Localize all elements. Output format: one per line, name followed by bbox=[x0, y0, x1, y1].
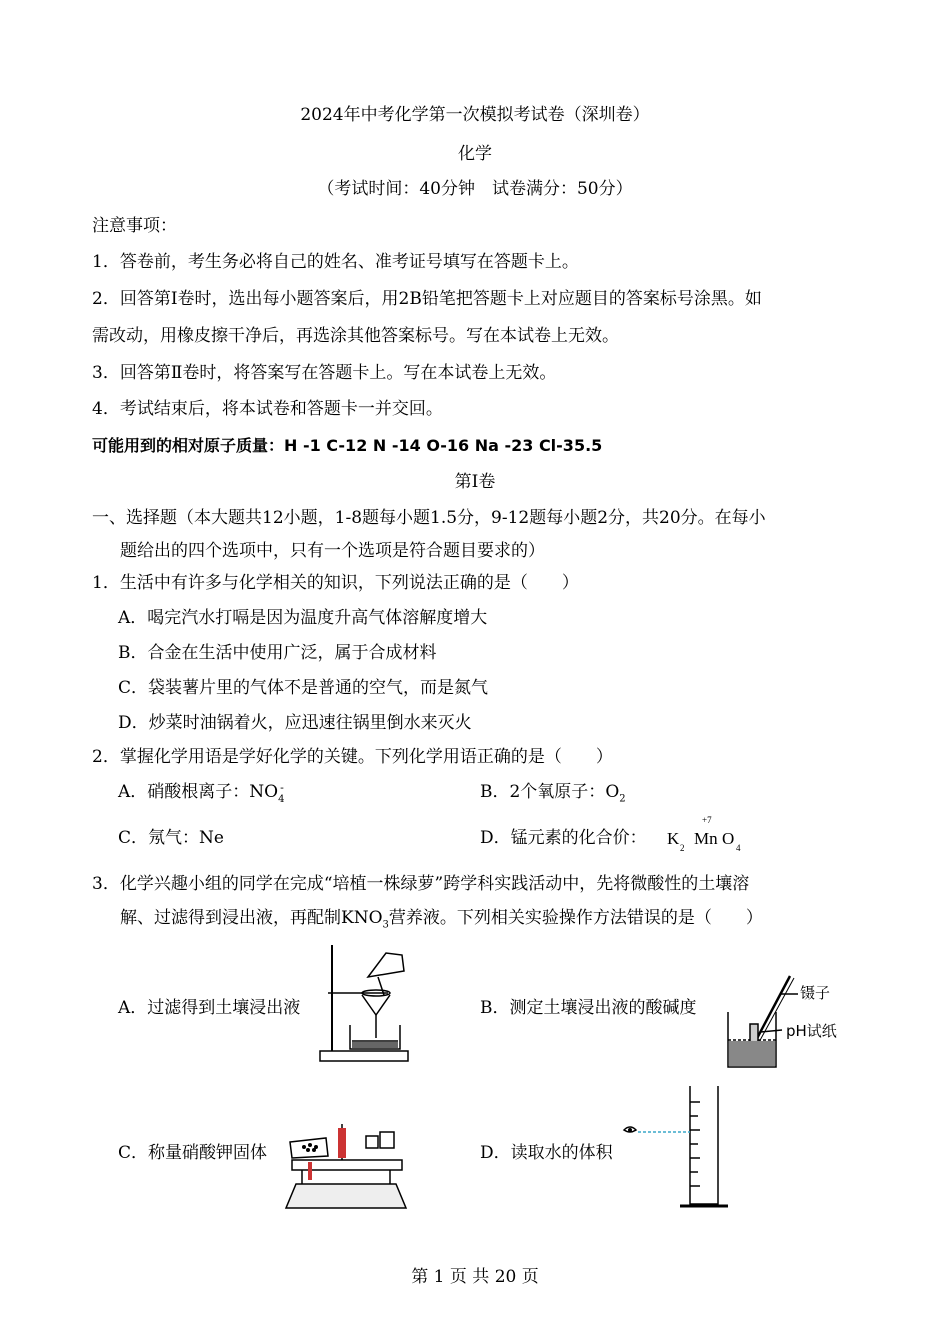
q3-stem-b-pre: 解、过滤得到浸出液，再配制KNO bbox=[120, 908, 383, 928]
notice-item-2a: 2．回答第Ⅰ卷时，选出每小题答案后，用2B铅笔把答题卡上对应题目的答案标号涂黑。如 bbox=[92, 289, 762, 309]
q3-stem-b-post: 营养液。下列相关实验操作方法错误的是（ ） bbox=[388, 908, 763, 928]
q3-stem-b-sub: 3 bbox=[382, 919, 389, 931]
section-instructions-b: 题给出的四个选项中，只有一个选项是符合题目要求的） bbox=[120, 541, 545, 561]
q3-stem-a: 3．化学兴趣小组的同学在完成“培植一株绿萝”跨学科实践活动中，先将微酸性的土壤溶 bbox=[92, 874, 750, 894]
notice-item-1: 1．答卷前，考生务必将自己的姓名、准考证号填写在答题卡上。 bbox=[92, 252, 579, 272]
part1-title: 第Ⅰ卷 bbox=[454, 472, 496, 492]
q2-option-a bbox=[118, 781, 286, 803]
exam-title: 2024年中考化学第一次模拟考试卷（深圳卷） bbox=[300, 105, 650, 125]
notice-item-4: 4．考试结束后，将本试卷和答题卡一并交回。 bbox=[92, 399, 443, 419]
subject-title: 化学 bbox=[458, 144, 492, 164]
q2-a-sub: 4 bbox=[278, 794, 285, 805]
q2-option-b bbox=[480, 781, 626, 810]
q3-option-d: D．读取水的体积 bbox=[480, 1143, 613, 1163]
notice-heading: 注意事项： bbox=[92, 216, 177, 236]
q2-a-label: A．硝酸根离子： bbox=[118, 782, 250, 802]
q2-stem: 2．掌握化学用语是学好化学的关键。下列化学用语正确的是（ ） bbox=[92, 747, 613, 767]
q1-option-c: C．袋装薯片里的气体不是普通的空气，而是氮气 bbox=[118, 678, 489, 698]
q2-a-formula: NO bbox=[249, 782, 279, 802]
q1-stem: 1．生活中有许多与化学相关的知识，下列说法正确的是（ ） bbox=[92, 573, 579, 593]
q2-d-k: K bbox=[667, 829, 680, 848]
notice-item-3: 3．回答第Ⅱ卷时，将答案写在答题卡上。写在本试卷上无效。 bbox=[92, 363, 557, 383]
q2-d-o-sub: 4 bbox=[736, 843, 741, 853]
graduated-cylinder-figure bbox=[620, 1082, 730, 1212]
q2-b-label: B．2个氧原子： bbox=[480, 782, 606, 802]
q2-option-d bbox=[480, 827, 647, 849]
q1-option-a: A．喝完汽水打嗝是因为温度升高气体溶解度增大 bbox=[118, 608, 488, 628]
q1-option-d: D．炒菜时油锅着火，应迅速往锅里倒水来灭火 bbox=[118, 713, 472, 733]
q2-b-formula: O bbox=[605, 782, 620, 802]
ph-test-figure bbox=[720, 972, 860, 1072]
label-ph-paper: pH试纸 bbox=[786, 1022, 837, 1040]
filtration-apparatus-figure bbox=[318, 943, 418, 1068]
label-tweezers: 镊子 bbox=[800, 984, 831, 1002]
q2-a-sup: - bbox=[280, 781, 284, 794]
q2-d-formula bbox=[667, 815, 757, 855]
q2-d-label: D．锰元素的化合价： bbox=[480, 828, 647, 848]
q2-d-valence: +7 bbox=[702, 815, 712, 825]
q2-d-o: O bbox=[722, 829, 735, 848]
exam-info: （考试时间：40分钟 试卷满分：50分） bbox=[317, 179, 633, 199]
q2-b-sub: 2 bbox=[619, 793, 626, 805]
q1-option-b: B．合金在生活中使用广泛，属于合成材料 bbox=[118, 643, 437, 663]
page-footer: 第 1 页 共 20 页 bbox=[411, 1267, 539, 1287]
q3-stem-b bbox=[120, 907, 763, 936]
section-instructions-a: 一、选择题（本大题共12小题，1-8题每小题1.5分，9-12题每小题2分，共20分。在每小 bbox=[92, 508, 766, 528]
q3-option-b: B．测定土壤浸出液的酸碱度 bbox=[480, 998, 697, 1018]
atomic-masses: 可能用到的相对原子质量：H -1 C-12 N -14 O-16 Na -23 Cl-35.5 bbox=[92, 436, 603, 455]
q3-option-a: A．过滤得到土壤浸出液 bbox=[118, 998, 301, 1018]
balance-figure bbox=[282, 1120, 412, 1215]
q2-d-mn: Mn bbox=[694, 829, 718, 848]
q3-option-c: C．称量硝酸钾固体 bbox=[118, 1143, 268, 1163]
q2-option-c: C．氖气：Ne bbox=[118, 828, 224, 848]
q2-d-k-sub: 2 bbox=[680, 843, 685, 853]
notice-item-2b: 需改动，用橡皮擦干净后，再选涂其他答案标号。写在本试卷上无效。 bbox=[92, 326, 619, 346]
